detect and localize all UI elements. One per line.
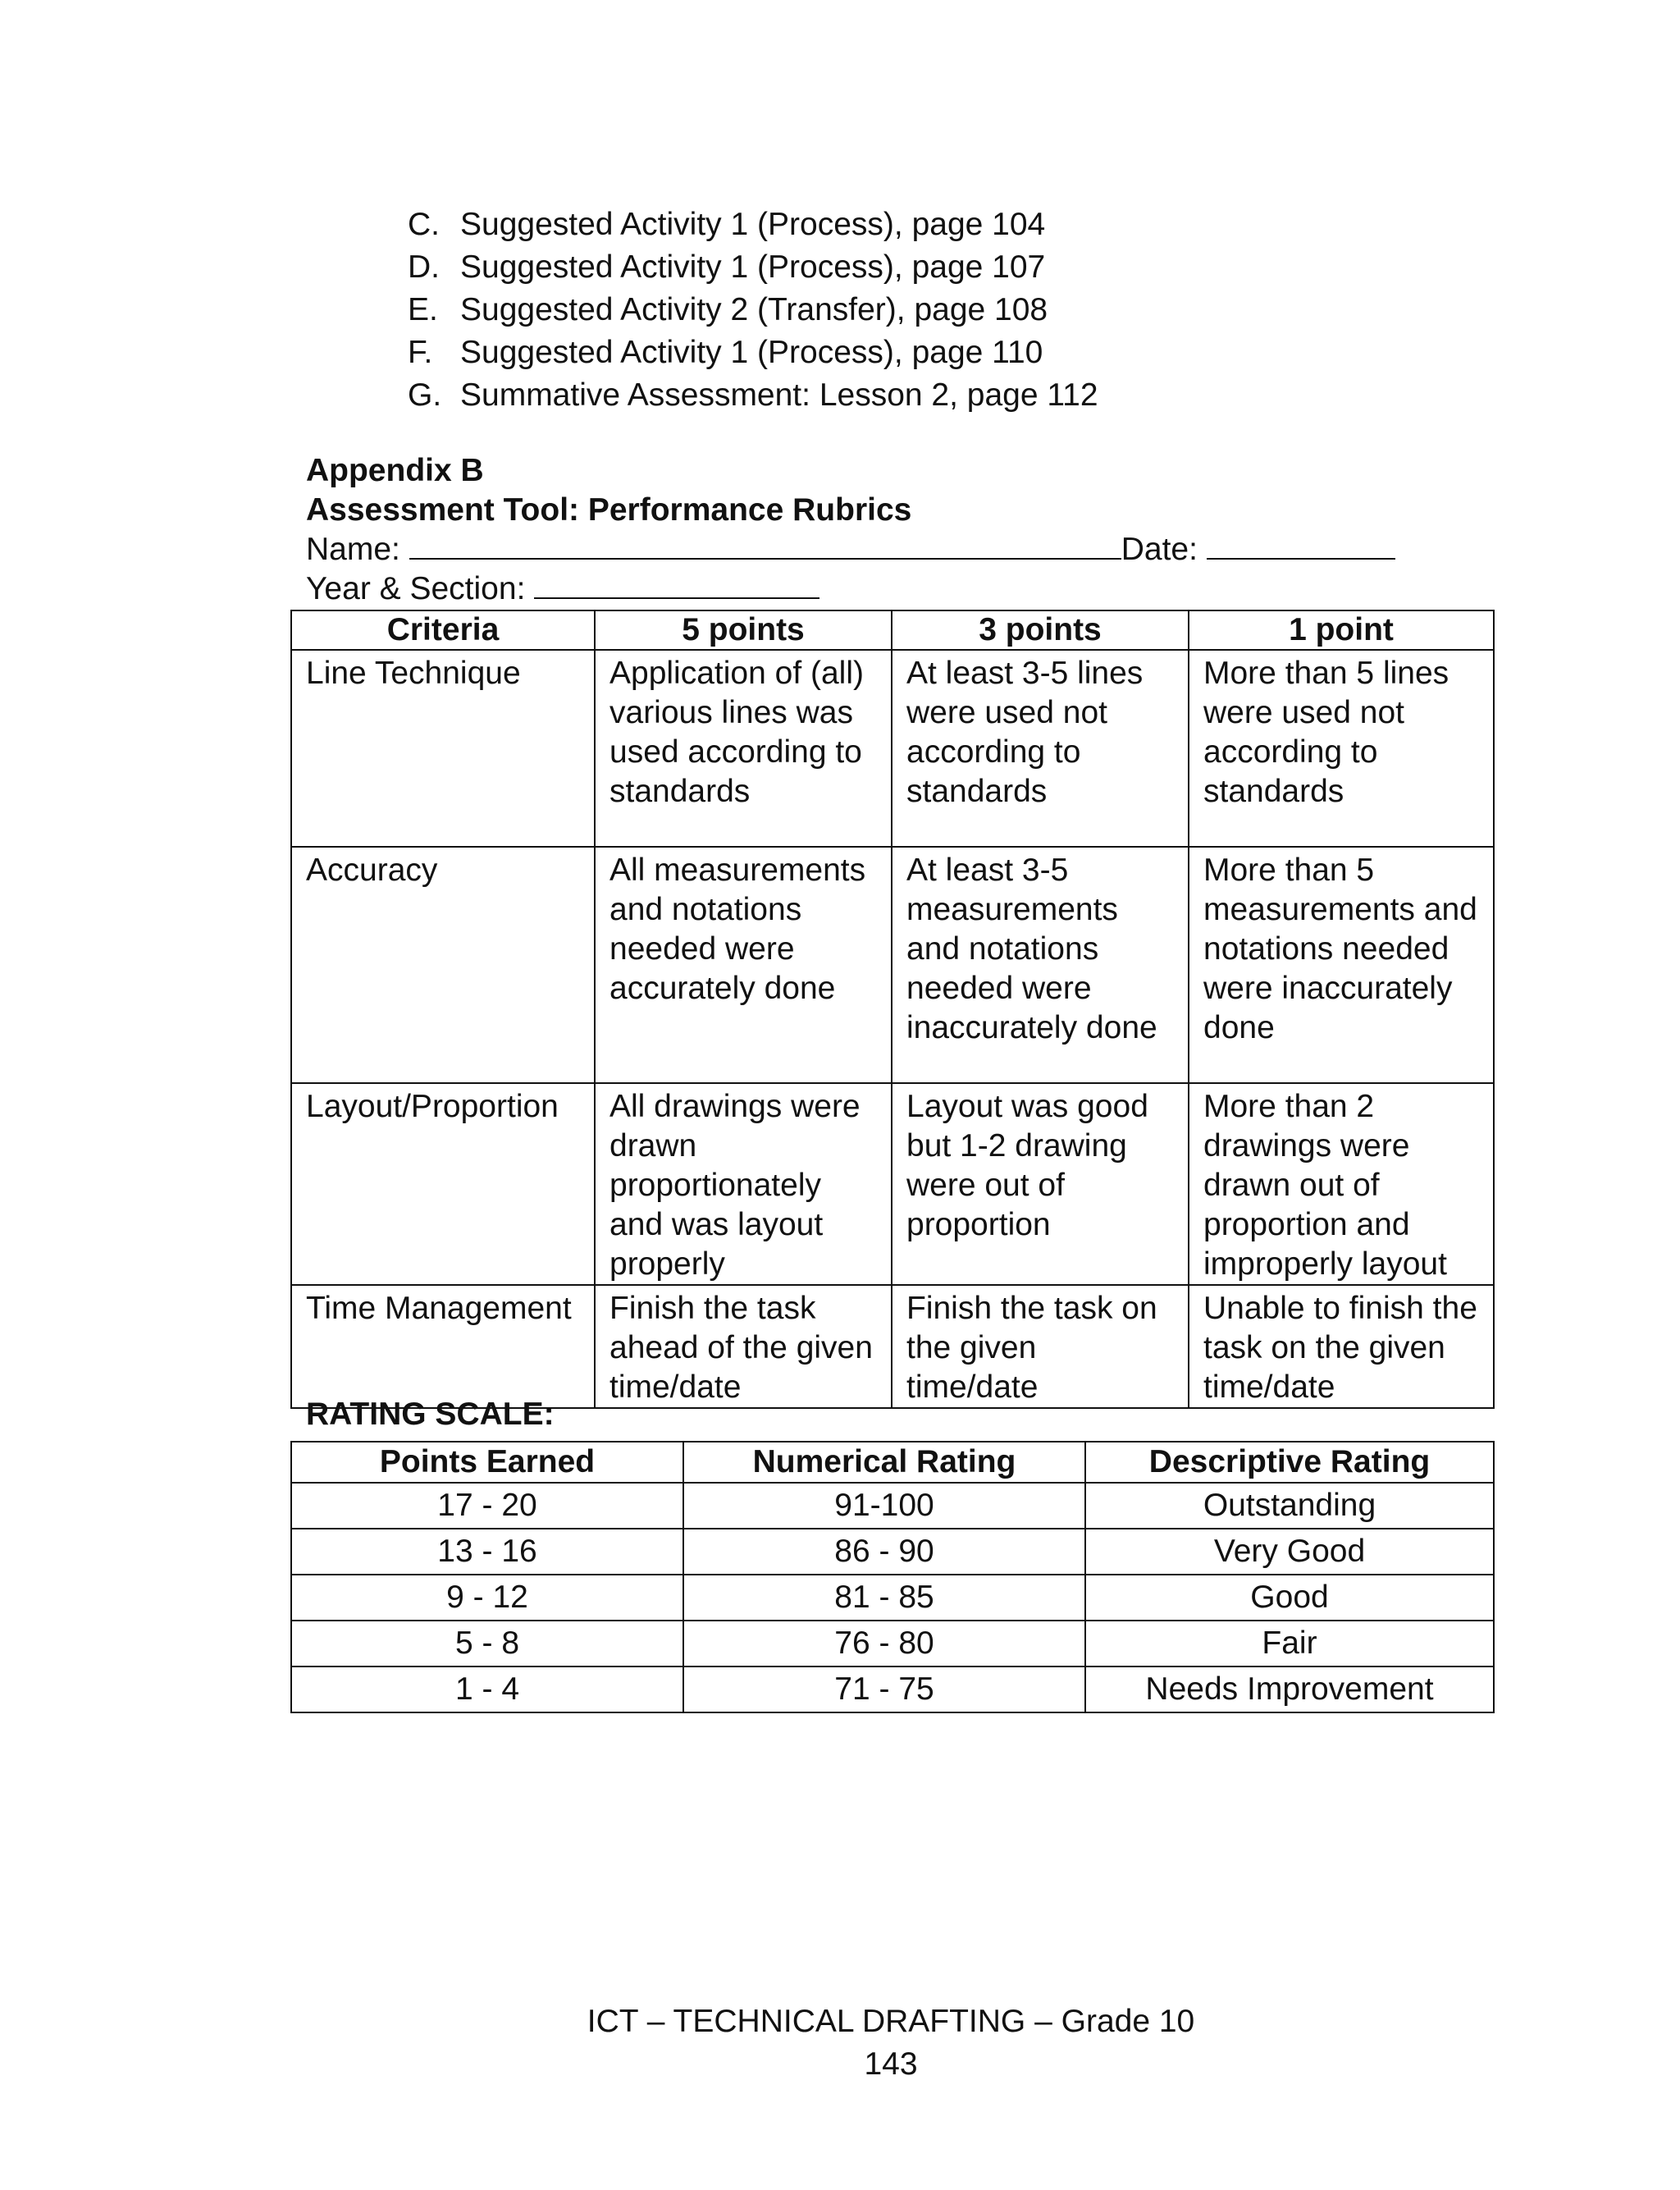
footer-course: ICT – TECHNICAL DRAFTING – Grade 10 [587,2004,1195,2039]
table-row [291,1083,1494,1285]
criteria-cell: Line Technique [291,650,595,847]
year-section-line [306,571,819,607]
points-cell: 9 - 12 [291,1575,683,1621]
name-blank [409,533,1121,560]
header-5-points: 5 points [595,610,892,650]
numerical-cell: 91-100 [683,1483,1085,1529]
list-item: F. Suggested Activity 1 (Process), page 110 [408,335,1043,370]
rubric-table [290,610,1495,1409]
numerical-cell: 76 - 80 [683,1621,1085,1667]
year-section-label: Year & Section: [306,571,526,606]
rubric-cell: Application of (all) various lines was used according to standards [595,650,892,847]
rubric-cell: Layout was good but 1-2 drawing were out of proportion [892,1083,1189,1285]
header-points-earned: Points Earned [291,1442,683,1483]
name-date-line [306,532,1395,568]
descriptive-cell: Fair [1085,1621,1494,1667]
rubric-cell: At least 3-5 lines were used not according to standards [892,650,1189,847]
header-descriptive-rating: Descriptive Rating [1085,1442,1494,1483]
points-cell: 5 - 8 [291,1621,683,1667]
table-row [291,847,1494,1083]
criteria-cell: Time Management [291,1285,595,1408]
header-criteria: Criteria [291,610,595,650]
criteria-cell: Accuracy [291,847,595,1083]
list-item: C. Suggested Activity 1 (Process), page 104 [408,207,1046,242]
criteria-cell: Layout/Proportion [291,1083,595,1285]
descriptive-cell: Very Good [1085,1529,1494,1575]
points-cell: 1 - 4 [291,1667,683,1712]
date-label: Date: [1121,532,1198,567]
table-row [291,1621,1494,1667]
rubric-cell: At least 3-5 measurements and notations needed were inaccurately done [892,847,1189,1083]
numerical-cell: 86 - 90 [683,1529,1085,1575]
activity-list [408,203,1098,417]
numerical-cell: 71 - 75 [683,1667,1085,1712]
rating-scale-title: RATING SCALE: [306,1397,555,1432]
name-label: Name: [306,532,400,567]
appendix-subtitle: Assessment Tool: Performance Rubrics [306,492,912,528]
rubric-cell: All measurements and notations needed were accurately done [595,847,892,1083]
numerical-cell: 81 - 85 [683,1575,1085,1621]
appendix-title: Appendix B [306,453,484,488]
rating-scale-table [290,1441,1495,1713]
year-section-blank [534,573,819,599]
descriptive-cell: Needs Improvement [1085,1667,1494,1712]
descriptive-cell: Outstanding [1085,1483,1494,1529]
list-item: G. Summative Assessment: Lesson 2, page 112 [408,377,1098,413]
table-row [291,1483,1494,1529]
rubric-cell: Finish the task on the given time/date [892,1285,1189,1408]
rubric-cell: More than 5 measurements and notations needed were inaccurately done [1189,847,1494,1083]
date-blank [1207,533,1395,560]
rubric-cell: Finish the task ahead of the given time/date [595,1285,892,1408]
list-item: E. Suggested Activity 2 (Transfer), page 108 [408,292,1048,327]
descriptive-cell: Good [1085,1575,1494,1621]
table-row [291,1529,1494,1575]
page-number: 143 [864,2046,918,2082]
table-row [291,1575,1494,1621]
list-item: D. Suggested Activity 1 (Process), page 107 [408,249,1046,285]
points-cell: 17 - 20 [291,1483,683,1529]
table-row [291,1667,1494,1712]
header-numerical-rating: Numerical Rating [683,1442,1085,1483]
header-3-points: 3 points [892,610,1189,650]
table-row [291,1285,1494,1408]
rubric-cell: All drawings were drawn proportionately and was layout properly [595,1083,892,1285]
rubric-cell: More than 2 drawings were drawn out of proportion and improperly layout [1189,1083,1494,1285]
table-row [291,650,1494,847]
rubric-header-row [291,610,1494,650]
header-1-point: 1 point [1189,610,1494,650]
points-cell: 13 - 16 [291,1529,683,1575]
rating-header-row [291,1442,1494,1483]
rubric-cell: Unable to finish the task on the given time/date [1189,1285,1494,1408]
rubric-cell: More than 5 lines were used not according to standards [1189,650,1494,847]
